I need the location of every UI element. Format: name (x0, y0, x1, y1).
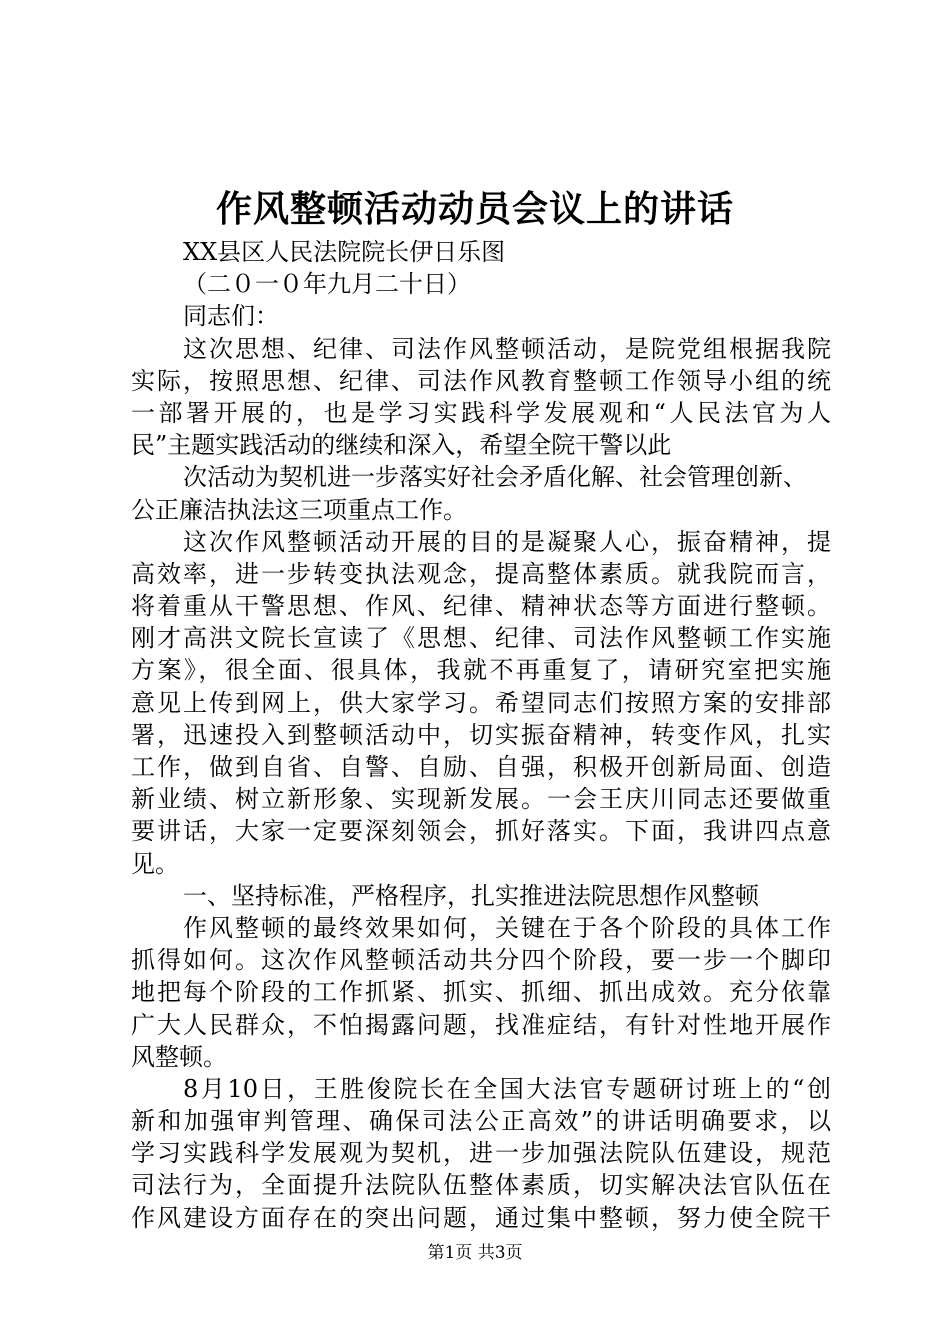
body-line: 高效率，进一步转变执法观念，提高整体素质。就我院而言， (131, 559, 831, 588)
body-line: 司法行为，全面提升法院队伍整体素质，切实解决法官队伍在 (131, 1171, 831, 1200)
body-line: 刚才高洪文院长宣读了《思想、纪律、司法作风整顿工作实施 (131, 624, 831, 653)
body-line: 公正廉洁执法这三项重点工作。 (131, 495, 467, 524)
body-line: 一部署开展的，也是学习实践科学发展观和“人民法官为人 (131, 398, 831, 427)
body-line: 学习实践科学发展观为契机，进一步加强法院队伍建设，规范 (131, 1139, 831, 1168)
body-line: 作风整顿的最终效果如何，关键在于各个阶段的具体工作 (183, 913, 831, 942)
page-footer: 第1页 共3页 (427, 1243, 523, 1263)
body-line: 实际，按照思想、纪律、司法作风教育整顿工作领导小组的统 (131, 366, 831, 395)
body-line: XX县区人民法院院长伊日乐图 (183, 238, 506, 266)
body-line: 抓得如何。这次作风整顿活动共分四个阶段，要一步一个脚印 (131, 946, 831, 975)
document-body (131, 236, 831, 1234)
body-line: 地把每个阶段的工作抓紧、抓实、抓细、抓出成效。充分依靠 (131, 978, 831, 1007)
body-line: 一、坚持标准，严格程序，扎实推进法院思想作风整顿 (183, 881, 759, 910)
body-line: 民”主题实践活动的继续和深入，希望全院干警以此 (131, 431, 672, 460)
body-line: 工作，做到自省、自警、自励、自强，积极开创新局面、创造 (131, 753, 831, 781)
body-line: 见。 (131, 849, 179, 878)
body-line: 广大人民群众，不怕揭露问题，找准症结，有针对性地开展作 (131, 1010, 831, 1039)
body-line: 同志们： (183, 302, 279, 331)
body-line: 这次思想、纪律、司法作风整顿活动，是院党组根据我院 (183, 334, 831, 363)
document-title: 作风整顿活动动员会议上的讲话 (215, 188, 734, 230)
body-line: 作风建设方面存在的突出问题，通过集中整顿，努力使全院干 (131, 1203, 831, 1232)
body-line: 方案》，很全面、很具体，我就不再重复了，请研究室把实施 (131, 656, 831, 685)
body-line: 新业绩、树立新形象、实现新发展。一会王庆川同志还要做重 (131, 785, 831, 814)
body-line: 署，迅速投入到整顿活动中，切实振奋精神，转变作风，扎实 (131, 720, 831, 749)
body-line: 意见上传到网上，供大家学习。希望同志们按照方案的安排部 (131, 688, 831, 717)
body-line: 次活动为契机进一步落实好社会矛盾化解、社会管理创新、 (183, 463, 807, 492)
body-line: （二０一０年九月二十日） (183, 270, 471, 299)
body-line: 新和加强审判管理、确保司法公正高效”的讲话明确要求，以 (131, 1107, 831, 1136)
body-line: 8月10日，王胜俊院长在全国大法官专题研讨班上的“创 (183, 1074, 831, 1103)
body-line: 将着重从干警思想、作风、纪律、精神状态等方面进行整顿。 (131, 592, 831, 621)
body-line: 要讲话，大家一定要深刻领会，抓好落实。下面，我讲四点意 (131, 817, 831, 846)
body-line: 风整顿。 (131, 1042, 227, 1071)
body-line: 这次作风整顿活动开展的目的是凝聚人心，振奋精神，提 (183, 527, 831, 556)
